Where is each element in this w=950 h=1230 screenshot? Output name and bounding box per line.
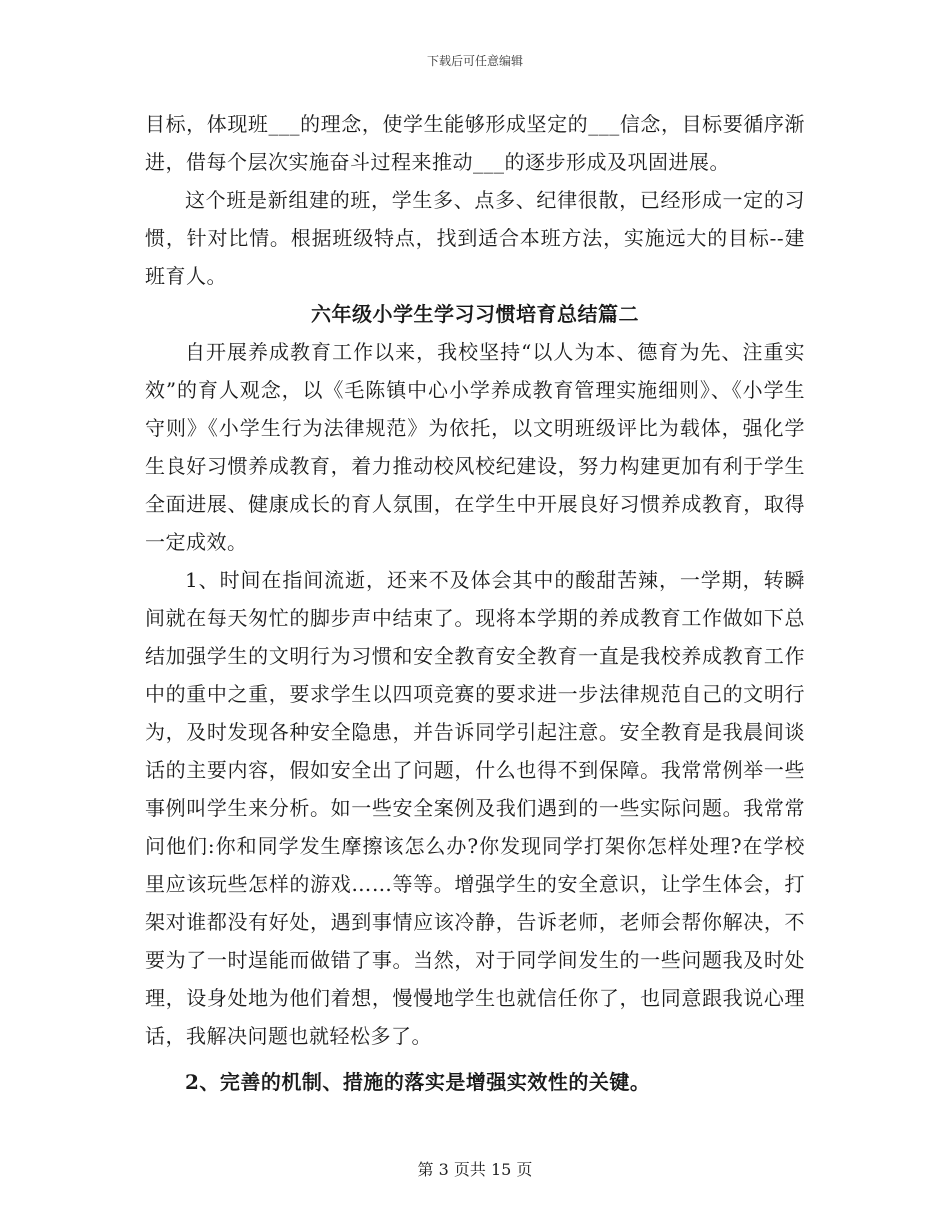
section-title: 六年级小学生学习习惯培育总结篇二 bbox=[311, 302, 639, 326]
subheading-2: 2、完善的机制、措施的落实是增强实效性的关键。 bbox=[185, 1070, 651, 1094]
paragraph-2: 这个班是新组建的班，学生多、点多、纪律很散，已经形成一定的习惯，针对比情。根据班级特点，找到适合本班方法，实施远大的目标--建班育人。 bbox=[145, 188, 805, 288]
paragraph-3: 自开展养成教育工作以来，我校坚持“以人为本、德育为先、注重实效”的育人观念，以《毛陈镇中心小学养成教育管理实施细则》、《小学生守则》《小学生行为法律规范》为依托，以文明班级评比为载体，强化学生良好习惯养成教育，着力推动校风校纪建设，努力构建更加有利于学生全面进展、健康成长的育人氛围，在学生中开展良好习惯养成教育，取得一定成效。 bbox=[145, 340, 805, 554]
paragraph-1: 目标，体现班___的理念，使学生能够形成坚定的___信念，目标要循序渐进，借每个层次实施奋斗过程来推动___的逐步形成及巩固进展。 bbox=[145, 112, 805, 174]
document-body bbox=[145, 105, 805, 1101]
paragraph-4: 1、时间在指间流逝，还来不及体会其中的酸甜苦辣，一学期，转瞬间就在每天匆忙的脚步声中结束了。现将本学期的养成教育工作做如下总结加强学生的文明行为习惯和安全教育安全教育一直是我校养成教育工作中的重中之重，要求学生以四项竞赛的要求进一步法律规范自己的文明行为，及时发现各种安全隐患，并告诉同学引起注意。安全教育是我晨间谈话的主要内容，假如安全出了问题，什么也得不到保障。我常常例举一些事例叫学生来分析。如一些安全案例及我们遇到的一些实际问题。我常常问他们:你和同学发生摩擦该怎么办?你发现同学打架你怎样处理?在学校里应该玩些怎样的游戏……等等。增强学生的安全意识，让学生体会，打架对谁都没有好处，遇到事情应该冷静，告诉老师，老师会帮你解决，不要为了一时逞能而做错了事。当然，对于同学间发生的一些问题我及时处理，设身处地为他们着想，慢慢地学生也就信任你了，也同意跟我说心理话，我解决问题也就轻松多了。 bbox=[145, 568, 805, 1048]
page-header: 下载后可任意编辑 bbox=[426, 54, 523, 68]
page-footer: 第 3 页共 15 页 bbox=[417, 1160, 533, 1179]
